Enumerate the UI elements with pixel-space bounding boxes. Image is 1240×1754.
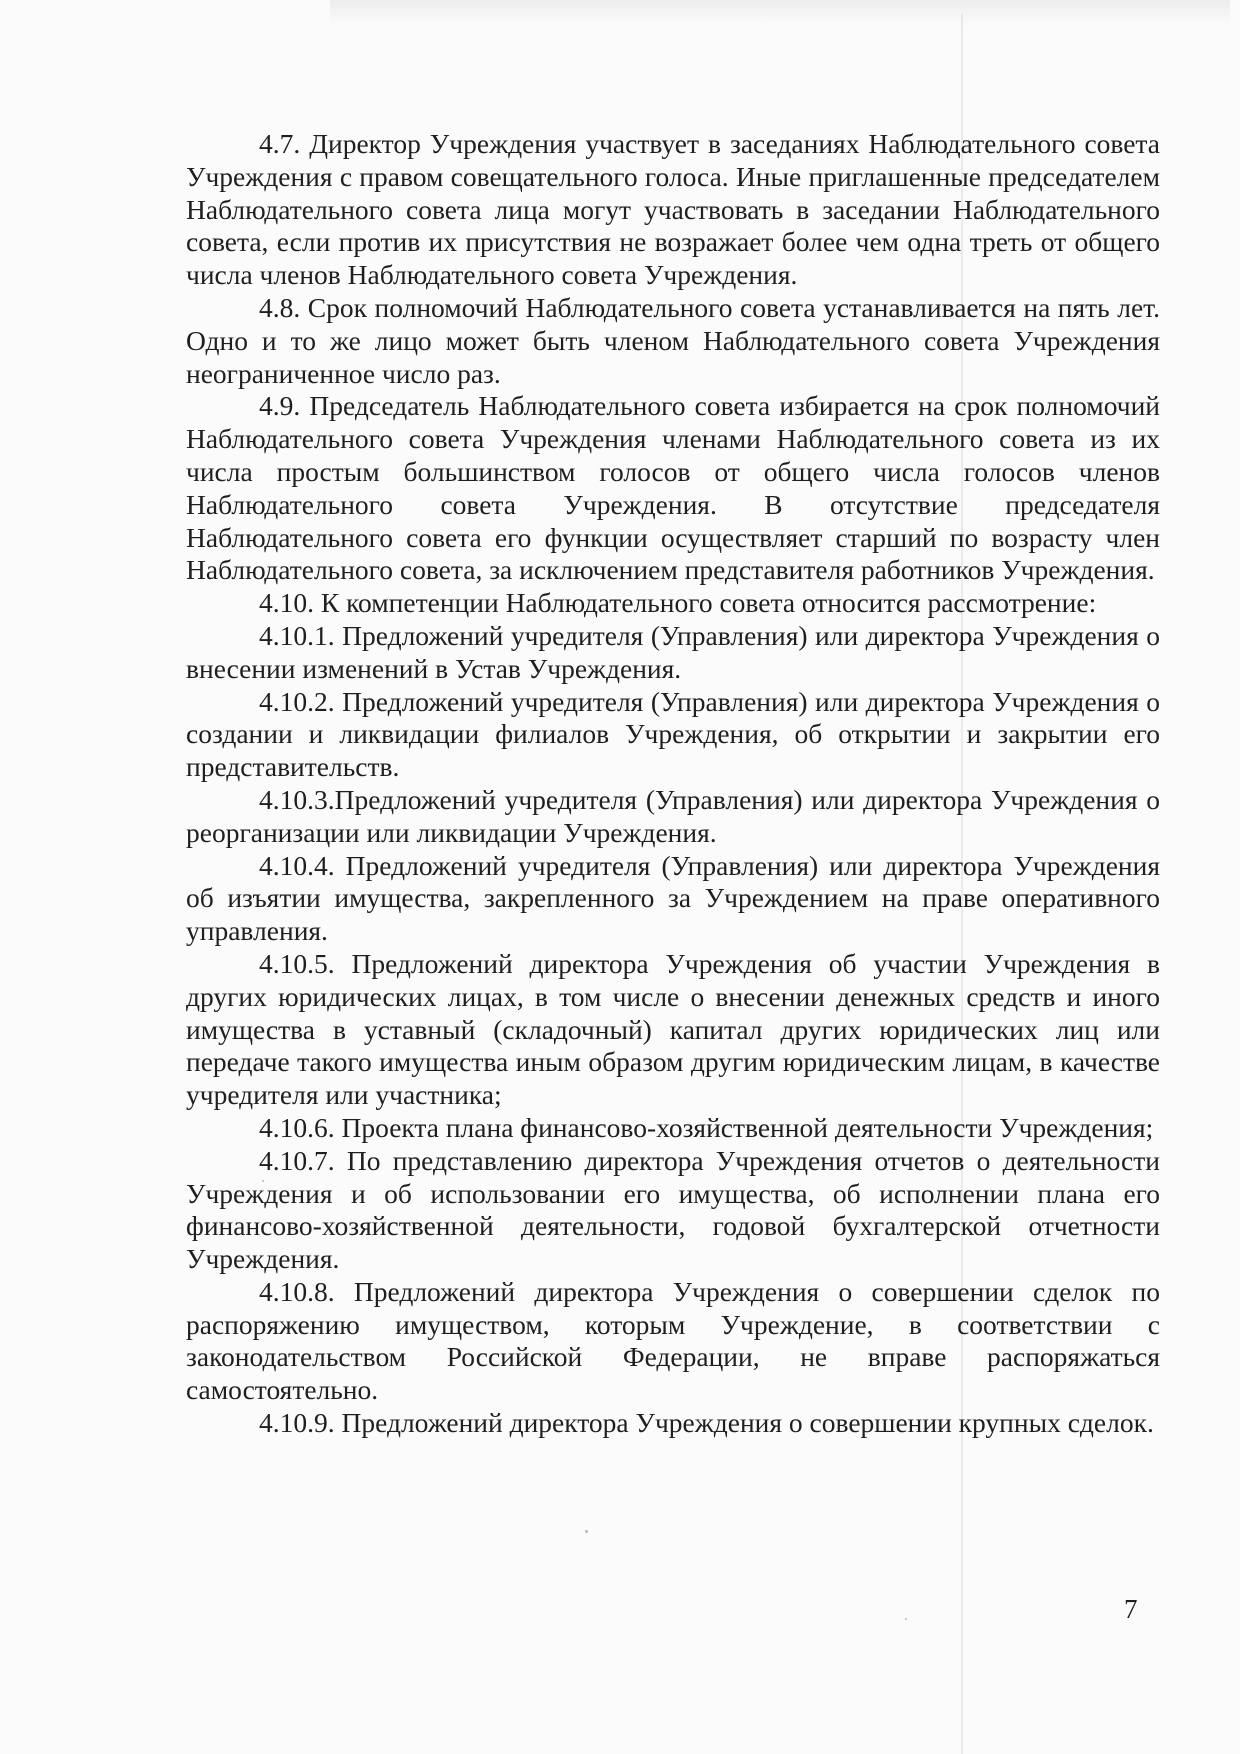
paragraph-4-10-2: 4.10.2. Предложений учредителя (Управления) или директора Учреждения о создании и ликвидации филиалов Учреждения, об открытии и закрытии его представительств. xyxy=(186,685,1160,783)
paragraph-4-7: 4.7. Директор Учреждения участвует в заседаниях Наблюдательного совета Учреждения с правом совещательного голоса. Иные приглашенные председателем Наблюдательного совета лица могут участвовать в заседании Наблюдательного совета, если против их присутствия не возражает более чем одна треть от общего числа членов Наблюдательного совета Учреждения. xyxy=(186,128,1160,291)
paragraph-4-10-8: 4.10.8. Предложений директора Учреждения о совершении сделок по распоряжению имуществом, которым Учреждение, в соответствии с законодательством Российской Федерации, не вправе распоряжаться самостоятельно. xyxy=(186,1275,1160,1406)
paragraph-4-10-4: 4.10.4. Предложений учредителя (Управления) или директора Учреждения об изъятии имущества, закрепленного за Учреждением на праве оперативного управления. xyxy=(186,849,1160,947)
paragraph-4-10-1: 4.10.1. Предложений учредителя (Управления) или директора Учреждения о внесении изменений в Устав Учреждения. xyxy=(186,619,1160,684)
scan-speck xyxy=(262,1180,264,1182)
paragraph-4-10-3: 4.10.3.Предложений учредителя (Управления) или директора Учреждения о реорганизации или ликвидации Учреждения. xyxy=(186,783,1160,848)
scan-speck xyxy=(585,1530,588,1533)
scan-speck xyxy=(905,1618,907,1620)
document-body xyxy=(186,128,1160,1440)
paragraph-4-10-9: 4.10.9. Предложений директора Учреждения о совершении крупных сделок. xyxy=(259,1407,1154,1439)
paragraph-4-10: 4.10. К компетенции Наблюдательного совета относится рассмотрение: xyxy=(259,587,1097,619)
page-number: 7 xyxy=(1124,1594,1138,1624)
paragraph-4-10-7: 4.10.7. По представлению директора Учреждения отчетов о деятельности Учреждения и об использовании его имущества, об исполнении плана его финансово-хозяйственной деятельности, годовой бухгалтерской отчетности Учреждения. xyxy=(186,1144,1160,1275)
paragraph-4-9: 4.9. Председатель Наблюдательного совета избирается на срок полномочий Наблюдательного совета Учреждения членами Наблюдательного совета из их числа простым большинством голосов от общего числа голосов членов Наблюдательного совета Учреждения. В отсутствие председателя Наблюдательного совета его функции осуществляет старший по возрасту член Наблюдательного совета, за исключением представителя работников Учреждения. xyxy=(186,390,1160,586)
paragraph-4-8: 4.8. Срок полномочий Наблюдательного совета устанавливается на пять лет. Одно и то же лицо может быть членом Наблюдательного совета Учреждения неограниченное число раз. xyxy=(186,291,1160,389)
paragraph-4-10-6: 4.10.6. Проекта плана финансово-хозяйственной деятельности Учреждения; xyxy=(259,1111,1154,1143)
paragraph-4-10-5: 4.10.5. Предложений директора Учреждения об участии Учреждения в других юридических лицах, в том числе о внесении денежных средств и иного имущества в уставный (складочный) капитал других юридических лиц или передаче такого имущества иным образом другим юридическим лицам, в качестве учредителя или участника; xyxy=(186,947,1160,1111)
scan-shadow xyxy=(330,0,1230,26)
